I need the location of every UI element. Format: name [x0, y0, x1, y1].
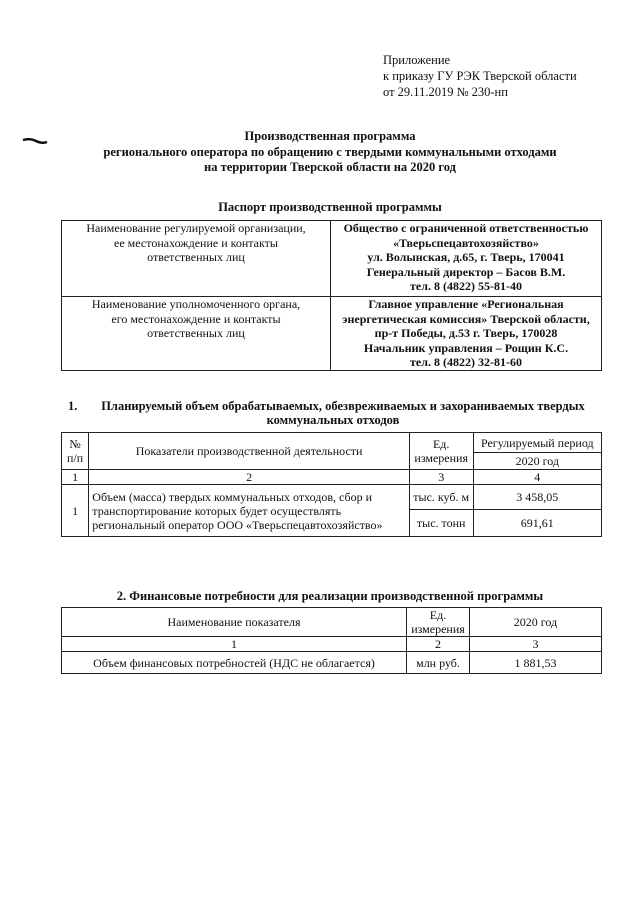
row-number-cell: 1 [62, 485, 89, 537]
passport-table [61, 220, 602, 371]
cell-text: пр-т Победы, д.53 г. Тверь, 170028 [374, 326, 558, 340]
section-number: 1. [68, 399, 78, 413]
cell-text: тел. 8 (4822) 55-81-40 [410, 279, 522, 293]
table-row [62, 221, 602, 297]
colnum-cell: 3 [470, 637, 602, 652]
colnum-cell: 1 [62, 470, 89, 485]
table-header-row [62, 608, 602, 637]
appendix-header [383, 52, 577, 100]
table-row [62, 297, 602, 371]
volume-table [61, 432, 602, 537]
appendix-line: от 29.11.2019 № 230-нп [383, 85, 508, 99]
passport-title: Паспорт производственной программы [218, 200, 442, 214]
cell-text: Общество с ограниченной ответственностью [343, 221, 589, 235]
value-cell: 3 458,05 [473, 485, 601, 510]
section1-heading [68, 399, 598, 427]
cell-text: Главное управление «Региональная [368, 297, 564, 311]
column-number-row [62, 637, 602, 652]
colnum-cell: 1 [62, 637, 407, 652]
table-header-row [62, 433, 602, 453]
title-line: регионального оператора по обращению с твердыми коммунальными отходами [103, 144, 557, 159]
cell-text: Наименование уполномоченного органа, [91, 297, 301, 311]
name-cell: Объем финансовых потребностей (НДС не облагается) [62, 652, 407, 674]
cell-text: тел. 8 (4822) 32-81-60 [410, 355, 522, 369]
pen-stroke-mark [22, 138, 48, 144]
colnum-cell: 2 [407, 637, 470, 652]
unit-cell: тыс. тонн [409, 510, 473, 537]
indicator-cell: Объем (масса) твердых коммунальных отходов, сбор и транспортирование которых будет осуществлять региональный оператор ООО «Тверьспецавтохозяйство» [89, 485, 410, 537]
table-row [62, 652, 602, 674]
col-header-year: 2020 год [470, 608, 602, 637]
col-header-num: № п/п [62, 433, 89, 470]
cell-text: ул. Волынская, д.65, г. Тверь, 170041 [367, 250, 565, 264]
colnum-cell: 3 [409, 470, 473, 485]
column-number-row [62, 470, 602, 485]
cell-text: ответственных лиц [147, 250, 245, 264]
table-row [62, 485, 602, 510]
title-line: Производственная программа [244, 129, 416, 143]
finance-table [61, 607, 602, 674]
cell-text: Генеральный директор – Басов В.М. [366, 264, 566, 279]
authority-label-cell [62, 297, 331, 371]
organization-value-cell [331, 221, 602, 297]
col-header-name: Наименование показателя [62, 608, 407, 637]
cell-text: «Тверьспецавтохозяйство» [393, 235, 539, 250]
cell-text: энергетическая комиссия» Тверской области, [342, 311, 590, 326]
col-header-period: Регулируемый период [473, 433, 601, 453]
unit-cell: млн руб. [407, 652, 470, 674]
cell-text: ее местонахождение и контакты [114, 235, 278, 250]
colnum-cell: 4 [473, 470, 601, 485]
section-title-line: Планируемый объем обрабатываемых, обезвреживаемых и захораниваемых твердых [101, 399, 585, 413]
appendix-line: Приложение [383, 53, 451, 67]
cell-text: Начальник управления – Рощин К.С. [363, 340, 569, 355]
section-title-line: коммунальных отходов [266, 413, 400, 427]
cell-text: Наименование регулируемой организации, [86, 221, 306, 235]
value-cell: 1 881,53 [470, 652, 602, 674]
colnum-cell: 2 [89, 470, 410, 485]
col-header-unit: Ед. измерения [409, 433, 473, 470]
col-header-year: 2020 год [473, 453, 601, 470]
appendix-line: к приказу ГУ РЭК Тверской области [383, 69, 577, 83]
unit-cell: тыс. куб. м [409, 485, 473, 510]
authority-value-cell [331, 297, 602, 371]
organization-label-cell [62, 221, 331, 297]
cell-text: его местонахождение и контакты [111, 311, 281, 326]
section2-heading: 2. Финансовые потребности для реализации производственной программы [116, 589, 544, 603]
col-header-unit: Ед. измерения [407, 608, 470, 637]
value-cell: 691,61 [473, 510, 601, 537]
col-header-indicator: Показатели производственной деятельности [89, 433, 410, 470]
title-line: на территории Тверской области на 2020 год [204, 160, 456, 174]
cell-text: ответственных лиц [147, 326, 245, 340]
document-title [60, 129, 600, 176]
